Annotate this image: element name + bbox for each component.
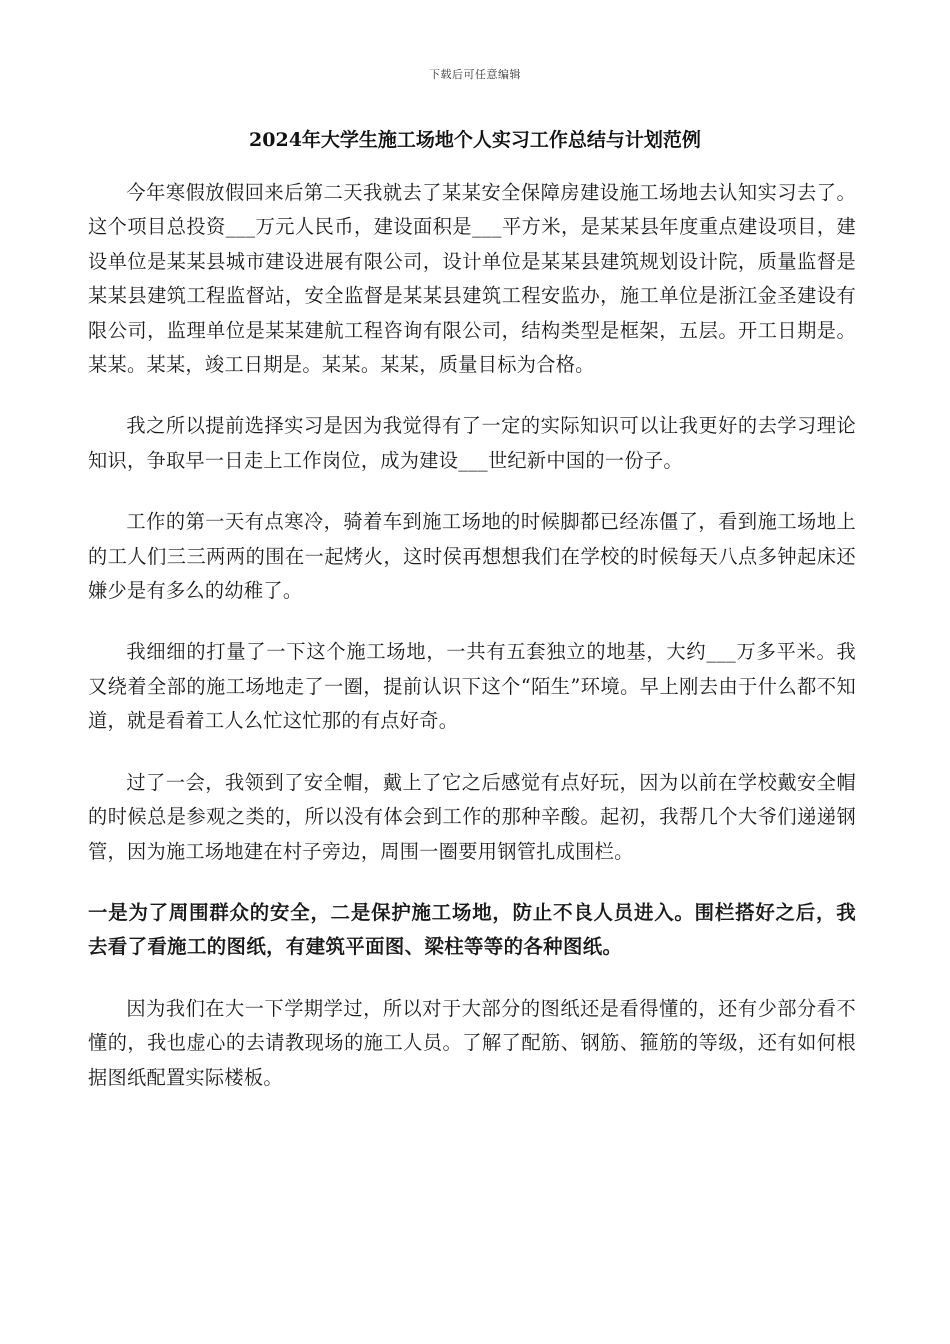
header-note: 下载后可任意编辑 <box>429 68 521 81</box>
paragraph-3: 工作的第一天有点寒冷，骑着车到施工场地的时候脚都已经冻僵了，看到施工场地上的工人们三三两两的围在一起烤火，这时侯再想想我们在学校的时候每天八点多钟起床还嫌少是有多么的幼稚了。 <box>88 510 856 603</box>
paragraph-5: 过了一会，我领到了安全帽，戴上了它之后感觉有点好玩，因为以前在学校戴安全帽的时候总是参观之类的，所以没有体会到工作的那种辛酸。起初，我帮几个大爷们递递钢管，因为施工场地建在村子旁边，周围一圈要用钢管扎成围栏。 <box>88 770 856 863</box>
paragraph-1: 今年寒假放假回来后第二天我就去了某某安全保障房建设施工场地去认知实习去了。这个项目总投资___万元人民币，建设面积是___平方米，是某某县年度重点建设项目，建设单位是某某县城市建设进展有限公司，设计单位是某某县建筑规划设计院，质量监督是某某县建筑工程监督站，安全监督是某某县建筑工程安监办，施工单位是浙江金圣建设有限公司，监理单位是某某建航工程咨询有限公司，结构类型是框架，五层。开工日期是。某某。某某，竣工日期是。某某。某某，质量目标为合格。 <box>88 181 856 377</box>
document-title: 2024年大学生施工场地个人实习工作总结与计划范例 <box>249 129 701 151</box>
document-body <box>88 176 856 1122</box>
paragraph-6-bold: 一是为了周围群众的安全，二是保护施工场地，防止不良人员进入。围栏搭好之后，我去看了看施工的图纸，有建筑平面图、梁柱等等的各种图纸。 <box>88 900 856 959</box>
paragraph-7: 因为我们在大一下学期学过，所以对于大部分的图纸还是看得懂的，还有少部分看不懂的，我也虚心的去请教现场的施工人员。了解了配筋、钢筋、箍筋的等级，还有如何根据图纸配置实际楼板。 <box>88 996 856 1089</box>
paragraph-2: 我之所以提前选择实习是因为我觉得有了一定的实际知识可以让我更好的去学习理论知识，争取早一日走上工作岗位，成为建设___世纪新中国的一份子。 <box>88 414 856 472</box>
paragraph-4: 我细细的打量了一下这个施工场地，一共有五套独立的地基，大约___万多平米。我又绕着全部的施工场地走了一圈，提前认识下这个“陌生”环境。早上刚去由于什么都不知道，就是看着工人么忙这忙那的有点好奇。 <box>88 640 856 733</box>
